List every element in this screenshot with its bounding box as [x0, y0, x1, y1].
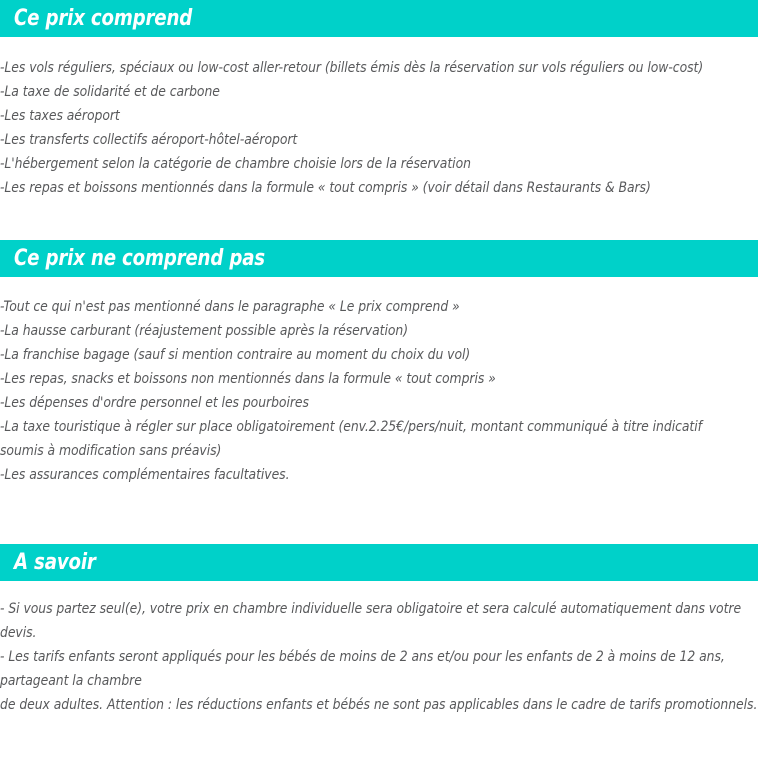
list-item: -L'hébergement selon la catégorie de chambre choisie lors de la réservation	[0, 155, 471, 172]
list-item: -Les transferts collectifs aéroport-hôtel-aéroport	[0, 131, 298, 148]
list-item: -Les vols réguliers, spéciaux ou low-cost aller-retour (billets émis dès la réservation sur vols réguliers ou low-cost)	[0, 59, 704, 76]
section-body-excluded	[0, 295, 758, 487]
list-item-continuation: partageant la chambre	[0, 672, 142, 689]
list-item: -La hausse carburant (réajustement possible après la réservation)	[0, 322, 409, 339]
list-item-continuation: devis.	[0, 624, 37, 641]
list-item: -La taxe de solidarité et de carbone	[0, 83, 220, 100]
list-item-continuation: soumis à modification sans préavis)	[0, 442, 222, 459]
spacer	[0, 487, 758, 544]
section-header-bar-included	[0, 0, 758, 37]
section-body-included	[0, 56, 758, 200]
list-item: -Tout ce qui n'est pas mentionné dans le paragraphe « Le prix comprend »	[0, 298, 460, 315]
list-item: -Les assurances complémentaires facultatives.	[0, 466, 290, 483]
section-title-excluded: Ce prix ne comprend pas	[14, 245, 265, 271]
spacer	[0, 277, 758, 295]
list-item: - Si vous partez seul(e), votre prix en chambre individuelle sera obligatoire et sera calculé automatiquement dans votre	[0, 600, 742, 617]
section-title-good-to-know: A savoir	[14, 549, 96, 575]
spacer	[0, 581, 758, 597]
list-item: - Les tarifs enfants seront appliqués pour les bébés de moins de 2 ans et/ou pour les enfants de 2 à moins de 12 ans,	[0, 648, 725, 665]
section-ce-prix-comprend	[0, 0, 758, 200]
section-header-bar-good-to-know	[0, 544, 758, 581]
section-ce-prix-ne-comprend-pas	[0, 240, 758, 487]
list-item: -Les repas et boissons mentionnés dans la formule « tout compris » (voir détail dans Restaurants & Bars)	[0, 179, 651, 196]
list-item: -La taxe touristique à régler sur place obligatoirement (env.2.25€/pers/nuit, montant communiqué à titre indicatif	[0, 418, 702, 435]
spacer	[0, 37, 758, 56]
section-a-savoir	[0, 544, 758, 717]
section-title-included: Ce prix comprend	[14, 5, 193, 31]
section-body-good-to-know	[0, 597, 758, 717]
list-item: -Les taxes aéroport	[0, 107, 120, 124]
list-item-continuation: de deux adultes. Attention : les réductions enfants et bébés ne sont pas applicables dans le cadre de tarifs promotionnels.	[0, 696, 758, 713]
list-item: -Les dépenses d'ordre personnel et les pourboires	[0, 394, 309, 411]
list-item: -Les repas, snacks et boissons non mentionnés dans la formule « tout compris »	[0, 370, 496, 387]
list-item: -La franchise bagage (sauf si mention contraire au moment du choix du vol)	[0, 346, 471, 363]
section-header-bar-excluded	[0, 240, 758, 277]
spacer	[0, 200, 758, 240]
